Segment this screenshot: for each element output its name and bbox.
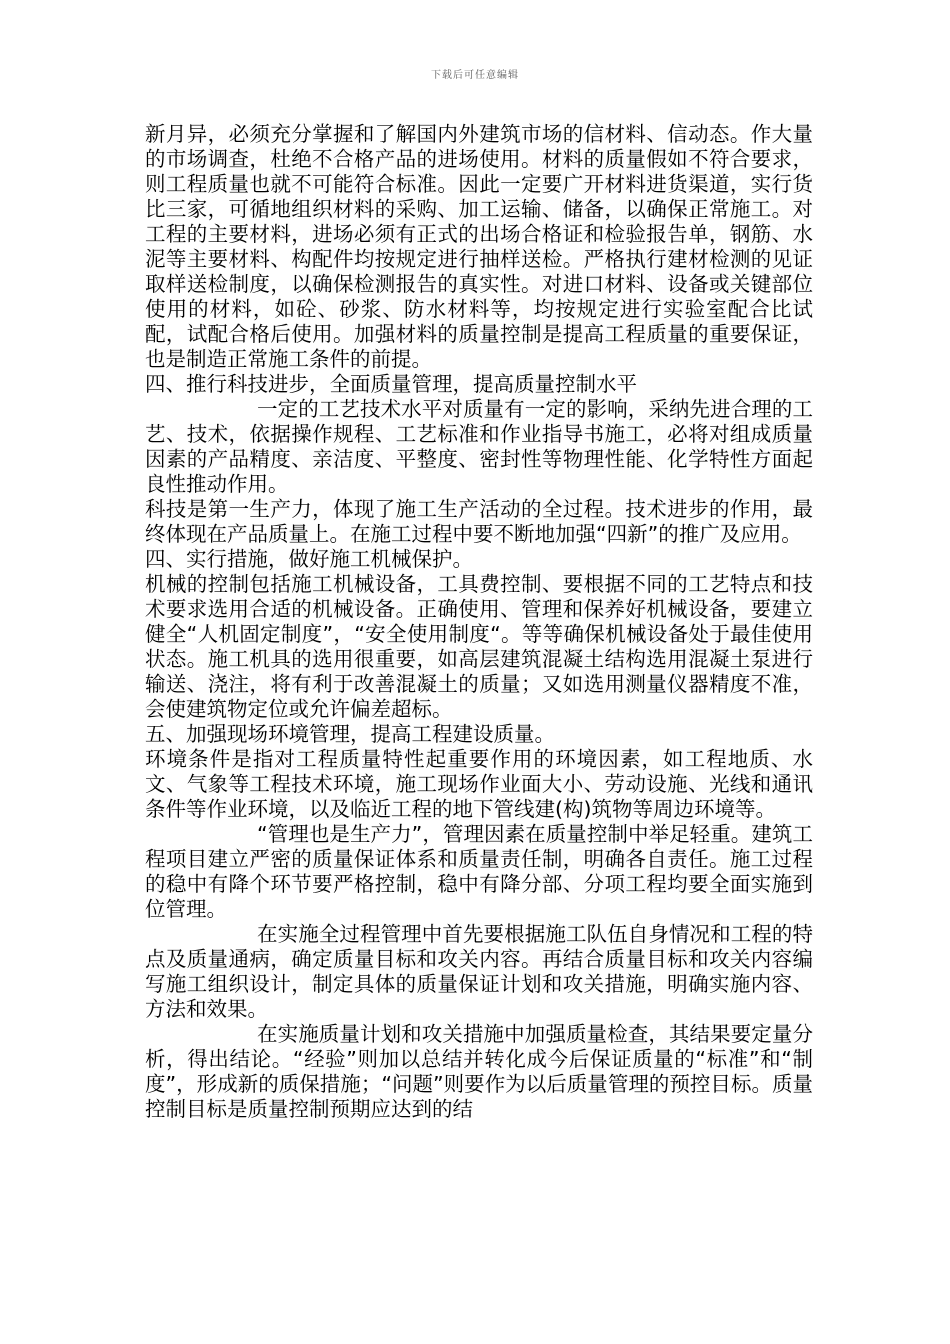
paragraph-process-management: 在实施全过程管理中首先要根据施工队伍自身情况和工程的特点及质量通病，确定质量目标和攻关内容。再结合质量目标和攻关内容编写施工组织设计，制定具体的质量保证计划和攻关措施，明确实施内容、方法和效果。 bbox=[145, 922, 813, 1021]
paragraph-process-technology: 一定的工艺技术水平对质量有一定的影响，采纳先进合理的工艺、技术，依据操作规程、工艺标准和作业指导书施工，必将对组成质量因素的产品精度、亲洁度、平整度、密封性等物理性能、化学特性方面起良性推动作用。 bbox=[145, 397, 813, 496]
paragraph-management-productivity: “管理也是生产力”，管理因素在质量控制中举足轻重。建筑工程项目建立严密的质量保证体系和质量责任制，明确各自责任。施工过程的稳中有降个环节要严格控制，稳中有降分部、分项工程均要全面实施到位管理。 bbox=[145, 822, 813, 921]
paragraph-materials-control: 新月异，必须充分掌握和了解国内外建筑市场的信材料、信动态。作大量的市场调查，杜绝不合格产品的进场使用。材料的质量假如不符合要求，则工程质量也就不可能符合标准。因此一定要广开材料进货渠道，实行货比三家，可循地组织材料的采购、加工运输、储备，以确保正常施工。对工程的主要材料，进场必须有正式的出场合格证和检验报告单，钢筋、水泥等主要材料、构配件均按规定进行抽样送检。严格执行建材检测的见证取样送检制度，以确保检测报告的真实性。对进口材料、设备或关键部位使用的材料，如砼、砂浆、防水材料等，均按规定进行实验室配合比试配，试配合格后使用。加强材料的质量控制是提高工程质量的重要保证，也是制造正常施工条件的前提。 bbox=[145, 122, 813, 371]
page-header-note: 下载后可任意编辑 bbox=[431, 70, 519, 81]
paragraph-technology-productivity: 科技是第一生产力，体现了施工生产活动的全过程。技术进步的作用，最终体现在产品质量上。在施工过程中要不断地加强“四新”的推广及应用。 bbox=[145, 497, 813, 546]
paragraph-environment-conditions: 环境条件是指对工程质量特性起重要作用的环境因素，如工程地质、水文、气象等工程技术环境，施工现场作业面大小、劳动设施、光线和通讯条件等作业环境，以及临近工程的地下管线建(构)筑物等周边环境等。 bbox=[145, 747, 813, 821]
section-heading-technology: 四、推行科技进步，全面质量管理，提高质量控制水平 bbox=[145, 372, 637, 396]
paragraph-quality-inspection: 在实施质量计划和攻关措施中加强质量检查，其结果要定量分析，得出结论。“经验”则加以总结并转化成今后保证质量的“标准”和“制度”，形成新的质保措施；“问题”则要作为以后质量管理的预控目标。质量控制目标是质量控制预期应达到的结 bbox=[145, 1022, 813, 1121]
section-heading-machinery: 四、实行措施，做好施工机械保护。 bbox=[145, 547, 473, 571]
section-heading-environment: 五、加强现场环境管理，提高工程建设质量。 bbox=[145, 722, 555, 746]
paragraph-machinery-control: 机械的控制包括施工机械设备，工具费控制、要根据不同的工艺特点和技术要求选用合适的机械设备。正确使用、管理和保养好机械设备，要建立健全“人机固定制度”，“安全使用制度“。等等确保机械设备处于最佳使用状态。施工机具的选用很重要，如高层建筑混凝土结构选用混凝土泵进行输送、浇注，将有利于改善混凝土的质量；又如选用测量仪器精度不准，会使建筑物定位或允许偏差超标。 bbox=[145, 572, 813, 721]
document-body bbox=[145, 122, 813, 1122]
